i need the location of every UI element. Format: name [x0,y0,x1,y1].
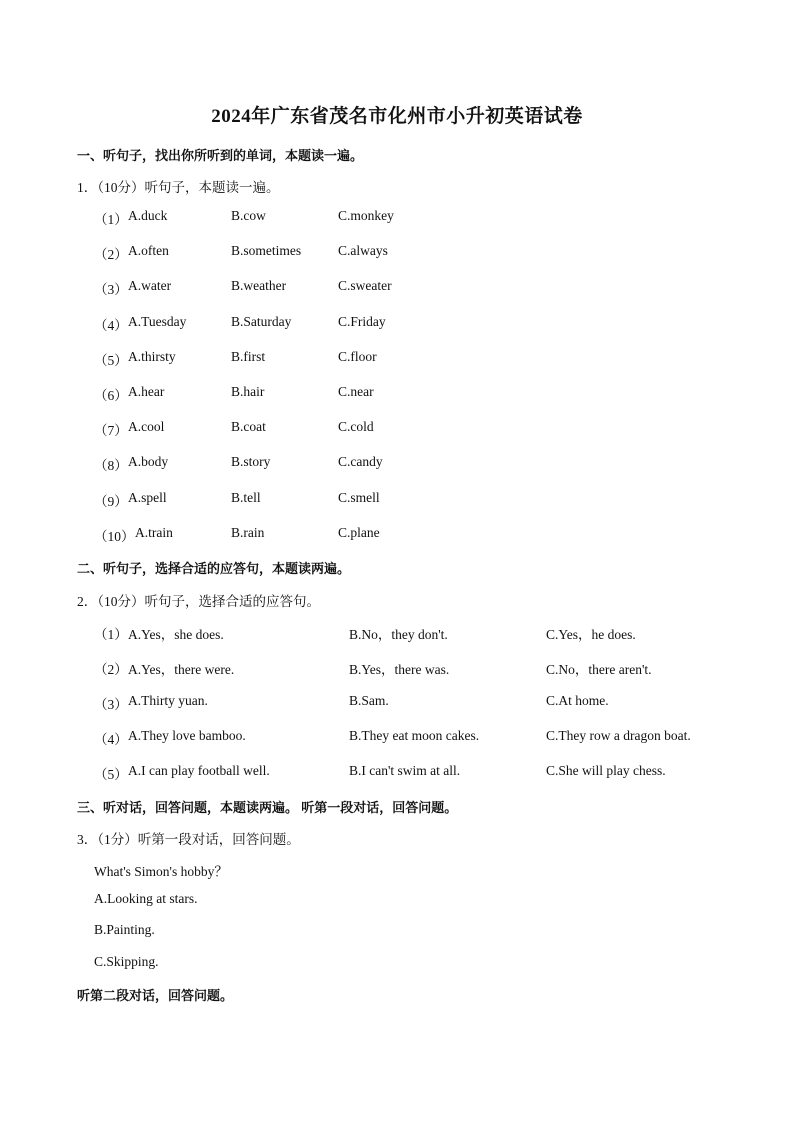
option-row [0,349,680,369]
option-c: C.near [338,384,374,399]
option-c: C.always [338,243,388,259]
option-b: B.rain [231,524,265,540]
question-stem: 1．（10分）听句子，本题读一遍。 [77,180,280,195]
option-row [0,525,680,545]
option-c: C.floor [338,348,377,364]
option-b: B.Yes，there was. [349,662,450,677]
option-a: A.Tuesday [128,313,187,329]
section-heading: 一、听句子，找出你所听到的单词，本题读一遍。 [77,148,364,163]
item-number: （2） [94,662,128,677]
option-b: B.coat [231,419,266,435]
option-c: C.sweater [338,278,392,294]
page-title: 2024年广东省茂名市化州市小升初英语试卷 [211,106,583,127]
option-c: C.cold [338,419,374,435]
option-row [0,658,680,678]
option-a: A.thirsty [128,348,176,364]
option-c: C.She will play chess. [546,763,666,778]
option-b: B.sometimes [231,243,302,259]
option-c: C.plane [338,524,380,540]
item-number: （3） [94,282,128,298]
section-heading: 二、听句子，选择合适的应答句，本题读两遍。 [77,561,351,576]
item-number: （2） [94,247,128,263]
option-row [0,454,680,474]
option-b: B.No，they don't. [349,627,448,642]
option-c: C.Friday [338,313,386,329]
section-heading: 三、听对话，回答问题，本题读两遍。 听第一段对话，回答问题。 [77,800,458,815]
option-b: B.They eat moon cakes. [349,728,480,743]
option-row [0,419,680,439]
option-a: A.They love bamboo. [128,728,246,743]
item-number: （6） [94,388,128,403]
item-number: （9） [94,493,128,509]
item-number: （8） [94,458,128,474]
item-number: （1） [94,627,128,642]
option-a: A.duck [128,208,168,223]
option-a: A.I can play football well. [128,763,270,778]
item-number: （7） [94,423,128,439]
option-a: A.often [128,243,169,259]
option-c: C.candy [338,454,383,470]
option-row [0,243,680,263]
option-a: A.hear [128,384,165,399]
item-number: （10） [94,528,135,544]
item-number: （5） [94,352,128,368]
item-number: （4） [94,732,128,747]
option-a: A.train [135,524,173,540]
option-b: B.Sam. [349,693,389,708]
option-b: B.I can't swim at all. [349,763,461,778]
option-row [0,208,680,228]
option-row [0,693,680,713]
item-number: （3） [94,697,128,712]
option-a: A.water [128,278,172,294]
option-a: A.Yes，she does. [128,627,224,642]
section-heading: 听第二段对话，回答问题。 [77,988,234,1003]
answer-option: B.Painting. [94,922,155,937]
option-row [0,314,680,334]
option-b: B.weather [231,278,287,294]
option-row [0,278,680,298]
option-a: A.Thirty yuan. [128,693,208,708]
option-a: A.spell [128,489,167,505]
option-a: A.cool [128,419,165,435]
option-c: C.smell [338,489,380,505]
question-stem: 2．（10分）听句子，选择合适的应答句。 [77,594,320,609]
option-c: C.They row a dragon boat. [546,728,691,743]
option-c: C.monkey [338,208,394,223]
answer-option: A.Looking at stars. [94,891,198,906]
item-number: （5） [94,767,128,782]
option-b: B.Saturday [231,313,292,329]
item-number: （4） [94,317,128,333]
answer-option: C.Skipping. [94,954,159,969]
option-b: B.cow [231,208,266,223]
option-b: B.first [231,348,266,364]
option-b: B.tell [231,489,261,505]
question-text: What's Simon's hobby？ [94,864,228,879]
option-b: B.hair [231,384,265,399]
option-row [0,728,691,748]
option-c: C.No，there aren't. [546,662,652,677]
option-c: C.Yes，he does. [546,627,636,642]
option-c: C.At home. [546,693,609,708]
option-b: B.story [231,454,271,470]
question-stem: 3．（1分）听第一段对话，回答问题。 [77,832,300,847]
option-a: A.body [128,454,169,470]
option-row [0,384,680,404]
item-number: （1） [94,212,128,227]
option-row [0,623,680,643]
option-row [0,763,680,783]
option-row [0,490,680,510]
option-a: A.Yes，there were. [128,662,235,677]
